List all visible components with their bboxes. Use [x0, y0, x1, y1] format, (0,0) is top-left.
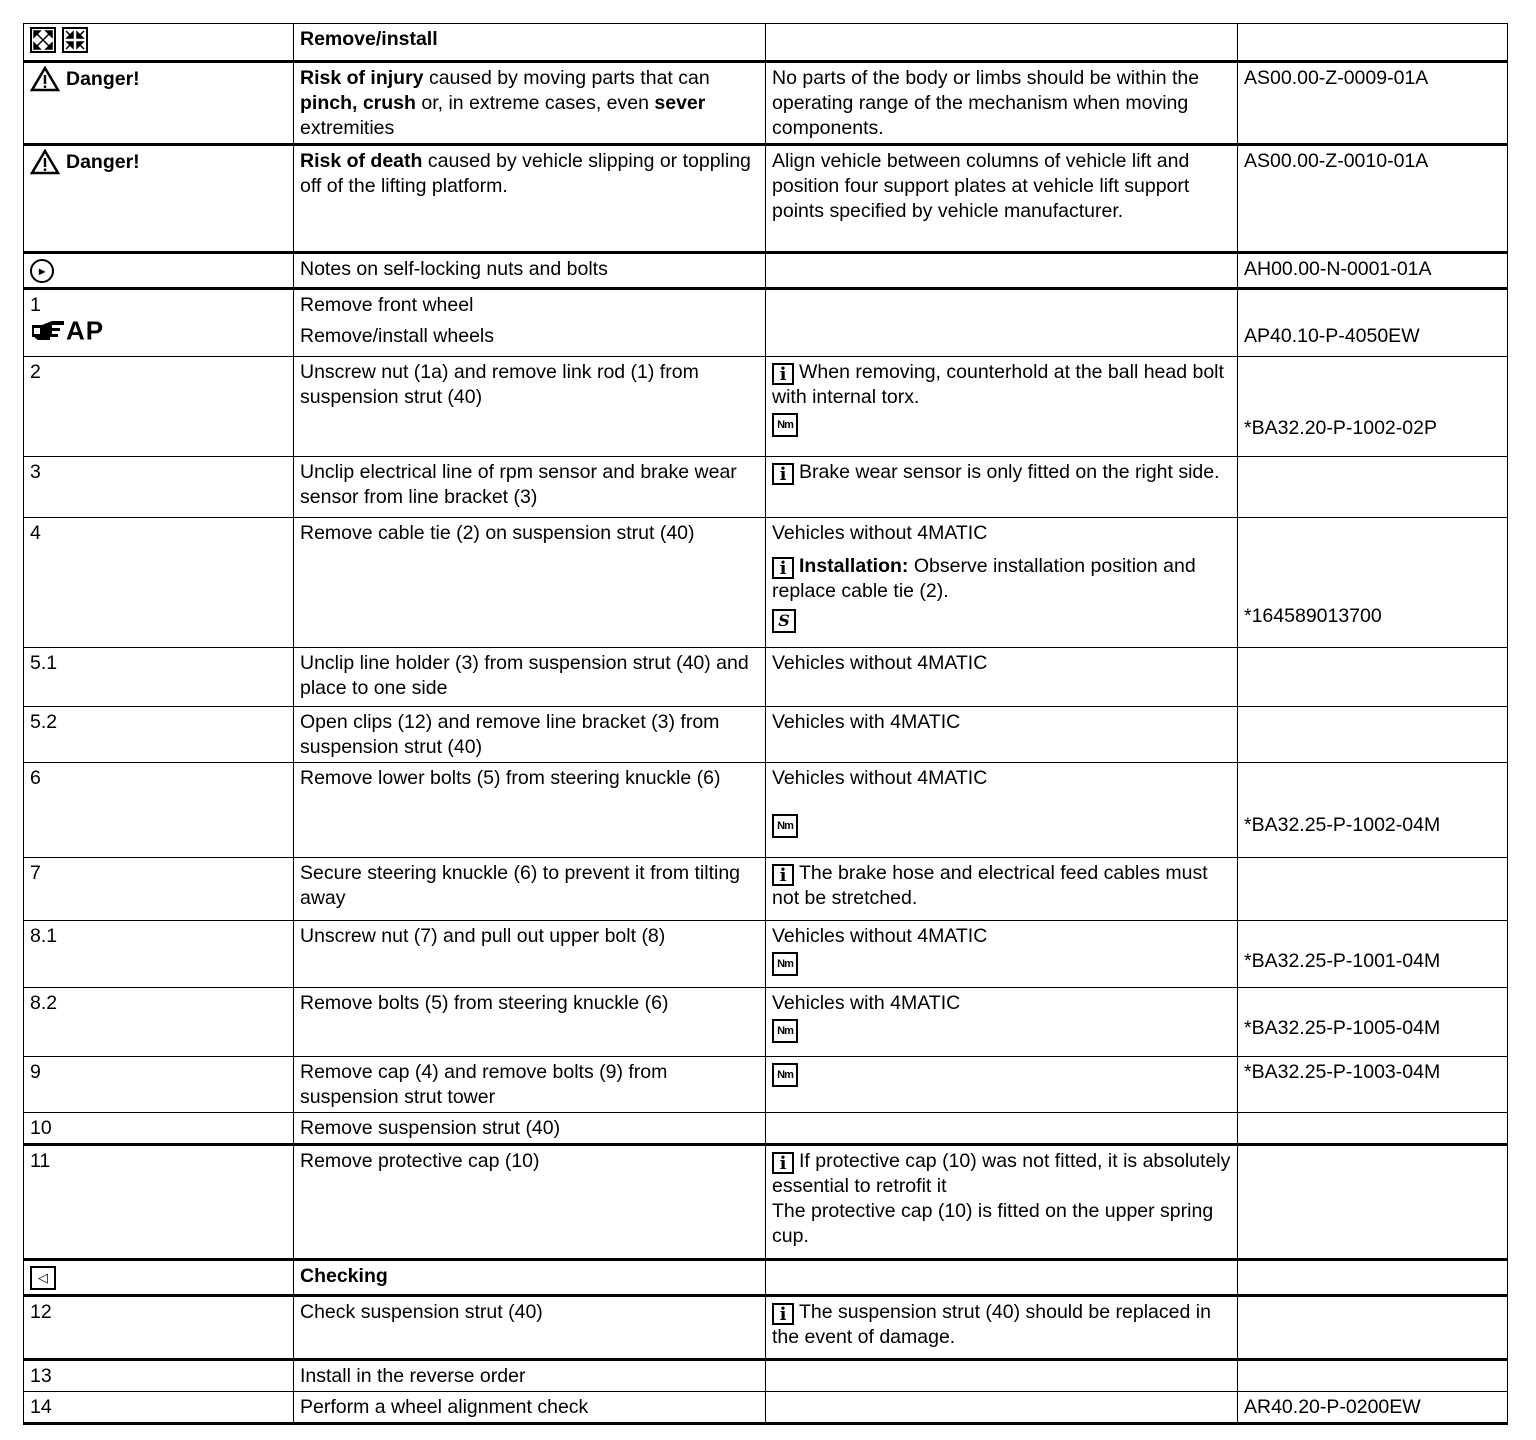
step-number: 5.1 [24, 648, 294, 707]
document-ref: *BA32.25-P-1002-04M [1244, 814, 1441, 836]
step-text: Remove lower bolts (5) from steering knuckle (6) [294, 763, 766, 858]
step-text: Unclip electrical line of rpm sensor and brake wear sensor from line bracket (3) [294, 457, 766, 518]
step-row [24, 988, 1508, 1057]
step-text: Remove front wheel [300, 294, 474, 316]
danger-instruction: Align vehicle between columns of vehicle lift and position four support plates at vehicle lift support points specified by vehicle manufacturer. [766, 145, 1238, 253]
step-row [24, 1296, 1508, 1360]
step-row [24, 457, 1508, 518]
note-text: Brake wear sensor is only fitted on the right side. [799, 461, 1220, 483]
step-number: 1 [30, 294, 41, 316]
note-text: If protective cap (10) was not fitted, it is absolutely essential to retrofit it [772, 1150, 1231, 1197]
condition-text: Vehicles without 4MATIC [772, 522, 988, 544]
step-number: 2 [24, 357, 294, 457]
header-row [24, 24, 1508, 62]
condition-text: Vehicles without 4MATIC [772, 767, 988, 789]
document-ref: *BA32.25-P-1001-04M [1244, 950, 1441, 972]
note-text: The protective cap (10) is fitted on the upper spring cup. [772, 1200, 1214, 1247]
step-text: Remove bolts (5) from steering knuckle (6) [294, 988, 766, 1057]
step-text: Install in the reverse order [294, 1360, 766, 1392]
notes-text: Notes on self-locking nuts and bolts [294, 253, 766, 289]
step-row [24, 648, 1508, 707]
document-ref: *BA32.25-P-1005-04M [1244, 1017, 1441, 1039]
info-icon: i [772, 557, 794, 579]
step-text: Unclip line holder (3) from suspension strut (40) and place to one side [294, 648, 766, 707]
step-text: Remove protective cap (10) [294, 1145, 766, 1260]
danger-row [24, 62, 1508, 145]
torque-icon: Nm [772, 1019, 798, 1043]
danger-label: Danger! [66, 150, 140, 173]
header-title: Remove/install [294, 24, 766, 62]
step-number: 4 [24, 518, 294, 648]
step-number: 10 [24, 1113, 294, 1145]
condition-text: Vehicles with 4MATIC [766, 707, 1238, 763]
info-icon: i [772, 1152, 794, 1174]
step-row [24, 763, 1508, 858]
step-text: Check suspension strut (40) [294, 1296, 766, 1360]
danger-description: Risk of death caused by vehicle slipping or toppling off of the lifting platform. [294, 145, 766, 253]
ap-label: AP [66, 315, 105, 346]
info-icon: i [772, 463, 794, 485]
warning-triangle-icon [30, 66, 60, 92]
step-text: Remove cap (4) and remove bolts (9) from suspension strut tower [294, 1057, 766, 1113]
step-row [24, 289, 1508, 357]
section-title: Checking [294, 1260, 766, 1296]
note-text: The suspension strut (40) should be replaced in the event of damage. [772, 1301, 1211, 1348]
step-row [24, 858, 1508, 921]
note-text: When removing, counterhold at the ball head bolt with internal torx. [772, 361, 1224, 408]
step-row [24, 921, 1508, 988]
note-text: Observe installation position and replace cable tie (2). [772, 555, 1196, 602]
step-number: 8.2 [24, 988, 294, 1057]
step-number: 13 [24, 1360, 294, 1392]
document-ref: AR40.20-P-0200EW [1238, 1392, 1508, 1424]
checking-icon: ◁ [30, 1266, 56, 1290]
section-header-row [24, 1260, 1508, 1296]
danger-row [24, 145, 1508, 253]
step-text: Remove cable tie (2) on suspension strut (40) [294, 518, 766, 648]
step-row [24, 357, 1508, 457]
pointing-hand-icon [30, 319, 66, 343]
info-icon: i [772, 864, 794, 886]
header-icons-cell [24, 24, 294, 62]
torque-icon: Nm [772, 413, 798, 437]
danger-instruction: No parts of the body or limbs should be within the operating range of the mechanism when moving components. [766, 62, 1238, 145]
step-row [24, 1145, 1508, 1260]
step-text: Open clips (12) and remove line bracket (3) from suspension strut (40) [294, 707, 766, 763]
document-ref: *BA32.20-P-1002-02P [1244, 417, 1437, 439]
step-number: 7 [24, 858, 294, 921]
step-text: Unscrew nut (7) and pull out upper bolt (8) [294, 921, 766, 988]
condition-text: Vehicles with 4MATIC [772, 992, 961, 1014]
step-row [24, 707, 1508, 763]
step-number: 5.2 [24, 707, 294, 763]
step-number: 9 [24, 1057, 294, 1113]
danger-description: Risk of injury caused by moving parts that can pinch, crush or, in extreme cases, even sever extremities [294, 62, 766, 145]
notes-row [24, 253, 1508, 289]
document-ref: AP40.10-P-4050EW [1244, 325, 1420, 347]
document-ref: *164589013700 [1244, 605, 1382, 627]
document-ref: *BA32.25-P-1003-04M [1238, 1057, 1508, 1113]
step-text: Remove suspension strut (40) [294, 1113, 766, 1145]
torque-icon: Nm [772, 952, 798, 976]
step-number: 8.1 [24, 921, 294, 988]
step-number: 12 [24, 1296, 294, 1360]
note-text: The brake hose and electrical feed cables must not be stretched. [772, 862, 1208, 909]
step-number: 14 [24, 1392, 294, 1424]
step-number: 3 [24, 457, 294, 518]
condition-text: Vehicles without 4MATIC [766, 648, 1238, 707]
torque-icon: Nm [772, 1063, 798, 1087]
step-text: Unscrew nut (1a) and remove link rod (1) from suspension strut (40) [294, 357, 766, 457]
step-row [24, 1113, 1508, 1145]
step-row: 4 Remove cable tie (2) on suspension strut (40) Vehicles without 4MATIC i Installation: Observe installation position and replace cable tie (2). S *164589013700 [24, 518, 1508, 648]
step-row [24, 1392, 1508, 1424]
condition-text: Vehicles without 4MATIC [772, 925, 988, 947]
info-icon: i [772, 1303, 794, 1325]
document-ref: AS00.00-Z-0009-01A [1238, 62, 1508, 145]
self-locking-note-icon: ▸ [30, 259, 54, 283]
collapse-icon [62, 27, 88, 53]
step-text: Perform a wheel alignment check [294, 1392, 766, 1424]
special-tool-icon: S [772, 609, 796, 633]
step-row [24, 1360, 1508, 1392]
document-ref: AH00.00-N-0001-01A [1238, 253, 1508, 289]
expand-icon [30, 27, 56, 53]
danger-label: Danger! [66, 67, 140, 90]
torque-icon: Nm [772, 814, 798, 838]
step-number: 6 [24, 763, 294, 858]
step-row [24, 1057, 1508, 1113]
info-icon: i [772, 363, 794, 385]
document-ref: AS00.00-Z-0010-01A [1238, 145, 1508, 253]
step-text: Secure steering knuckle (6) to prevent it from tilting away [294, 858, 766, 921]
step-number: 11 [24, 1145, 294, 1260]
warning-triangle-icon [30, 149, 60, 175]
step-text: Remove/install wheels [300, 325, 495, 347]
procedure-table [23, 23, 1508, 1425]
